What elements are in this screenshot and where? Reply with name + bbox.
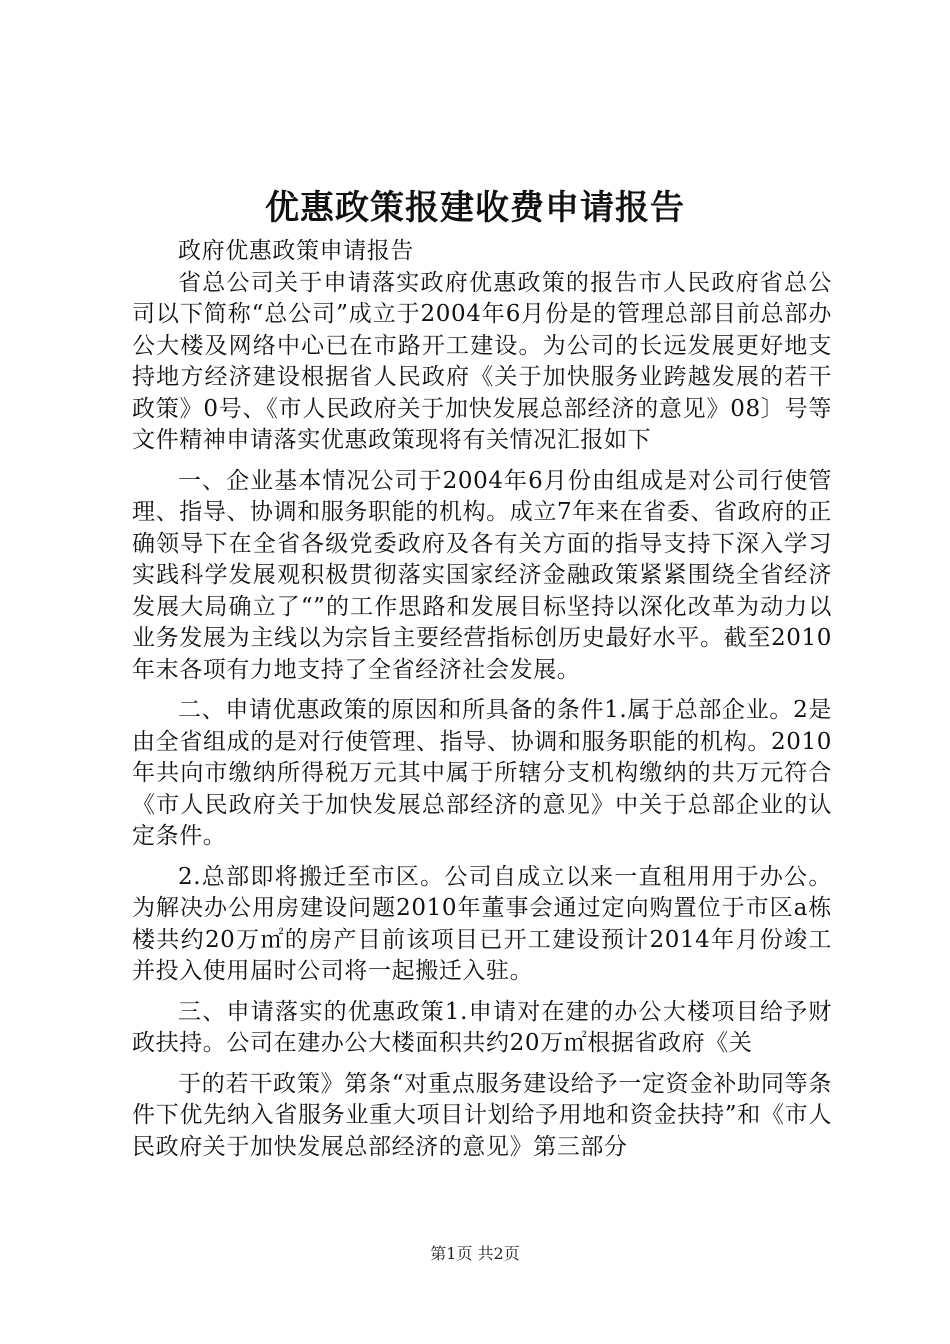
paragraph-section-3-continued: 于的若干政策》第条“对重点服务建设给予一定资金补助同等条件下优先纳入省服务业重大项目计划给予用地和资金扶持”和《市人民政府关于加快发展总部经济的意见》第三部分 [132, 1070, 832, 1160]
paragraph-section-3: 三、申请落实的优惠政策1.申请对在建的办公大楼项目给予财政扶持。公司在建办公大楼面积共约20万㎡根据省政府《关 [132, 998, 832, 1056]
paragraph-section-1: 一、企业基本情况公司于2004年6月份由组成是对公司行使管理、指导、协调和服务职能的机构。成立7年来在省委、省政府的正确领导下在全省各级党委政府及各有关方面的指导支持下深入学习实践科学发展观积极贯彻落实国家经济金融政策紧紧围绕全省经济发展大局确立了“”的工作思路和发展目标坚持以深化改革为动力以业务发展为主线以为宗旨主要经营指标创历史最好水平。截至2010年末各项有力地支持了全省经济社会发展。 [132, 467, 832, 683]
paragraph-intro: 省总公司关于申请落实政府优惠政策的报告市人民政府省总公司以下简称“总公司”成立于2004年6月份是的管理总部目前总部办公大楼及网络中心已在市路开工建设。为公司的长远发展更好地支持地方经济建设根据省人民政府《关于加快服务业跨越发展的若干政策》0号、《市人民政府关于加快发展总部经济的意见》08〕号等文件精神申请落实优惠政策现将有关情况汇报如下 [132, 269, 832, 453]
paragraph-heading: 政府优惠政策申请报告 [178, 238, 414, 264]
paragraph-section-2: 二、申请优惠政策的原因和所具备的条件1.属于总部企业。2是由全省组成的是对行使管理、指导、协调和服务职能的机构。2010年共向市缴纳所得税万元其中属于所辖分支机构缴纳的共万元符合《市人民政府关于加快发展总部经济的意见》中关于总部企业的认定条件。 [132, 697, 832, 849]
paragraph-section-2-item-2: 2.总部即将搬迁至市区。公司自成立以来一直租用用于办公。为解决办公用房建设问题2010年董事会通过定向购置位于市区a栋楼共约20万㎡的房产目前该项目已开工建设预计2014年月份竣工并投入使用届时公司将一起搬迁入驻。 [132, 863, 832, 984]
document-body [132, 236, 832, 1163]
page-footer: 第1页 共2页 [430, 1244, 520, 1263]
document-title: 优惠政策报建收费申请报告 [265, 188, 685, 228]
